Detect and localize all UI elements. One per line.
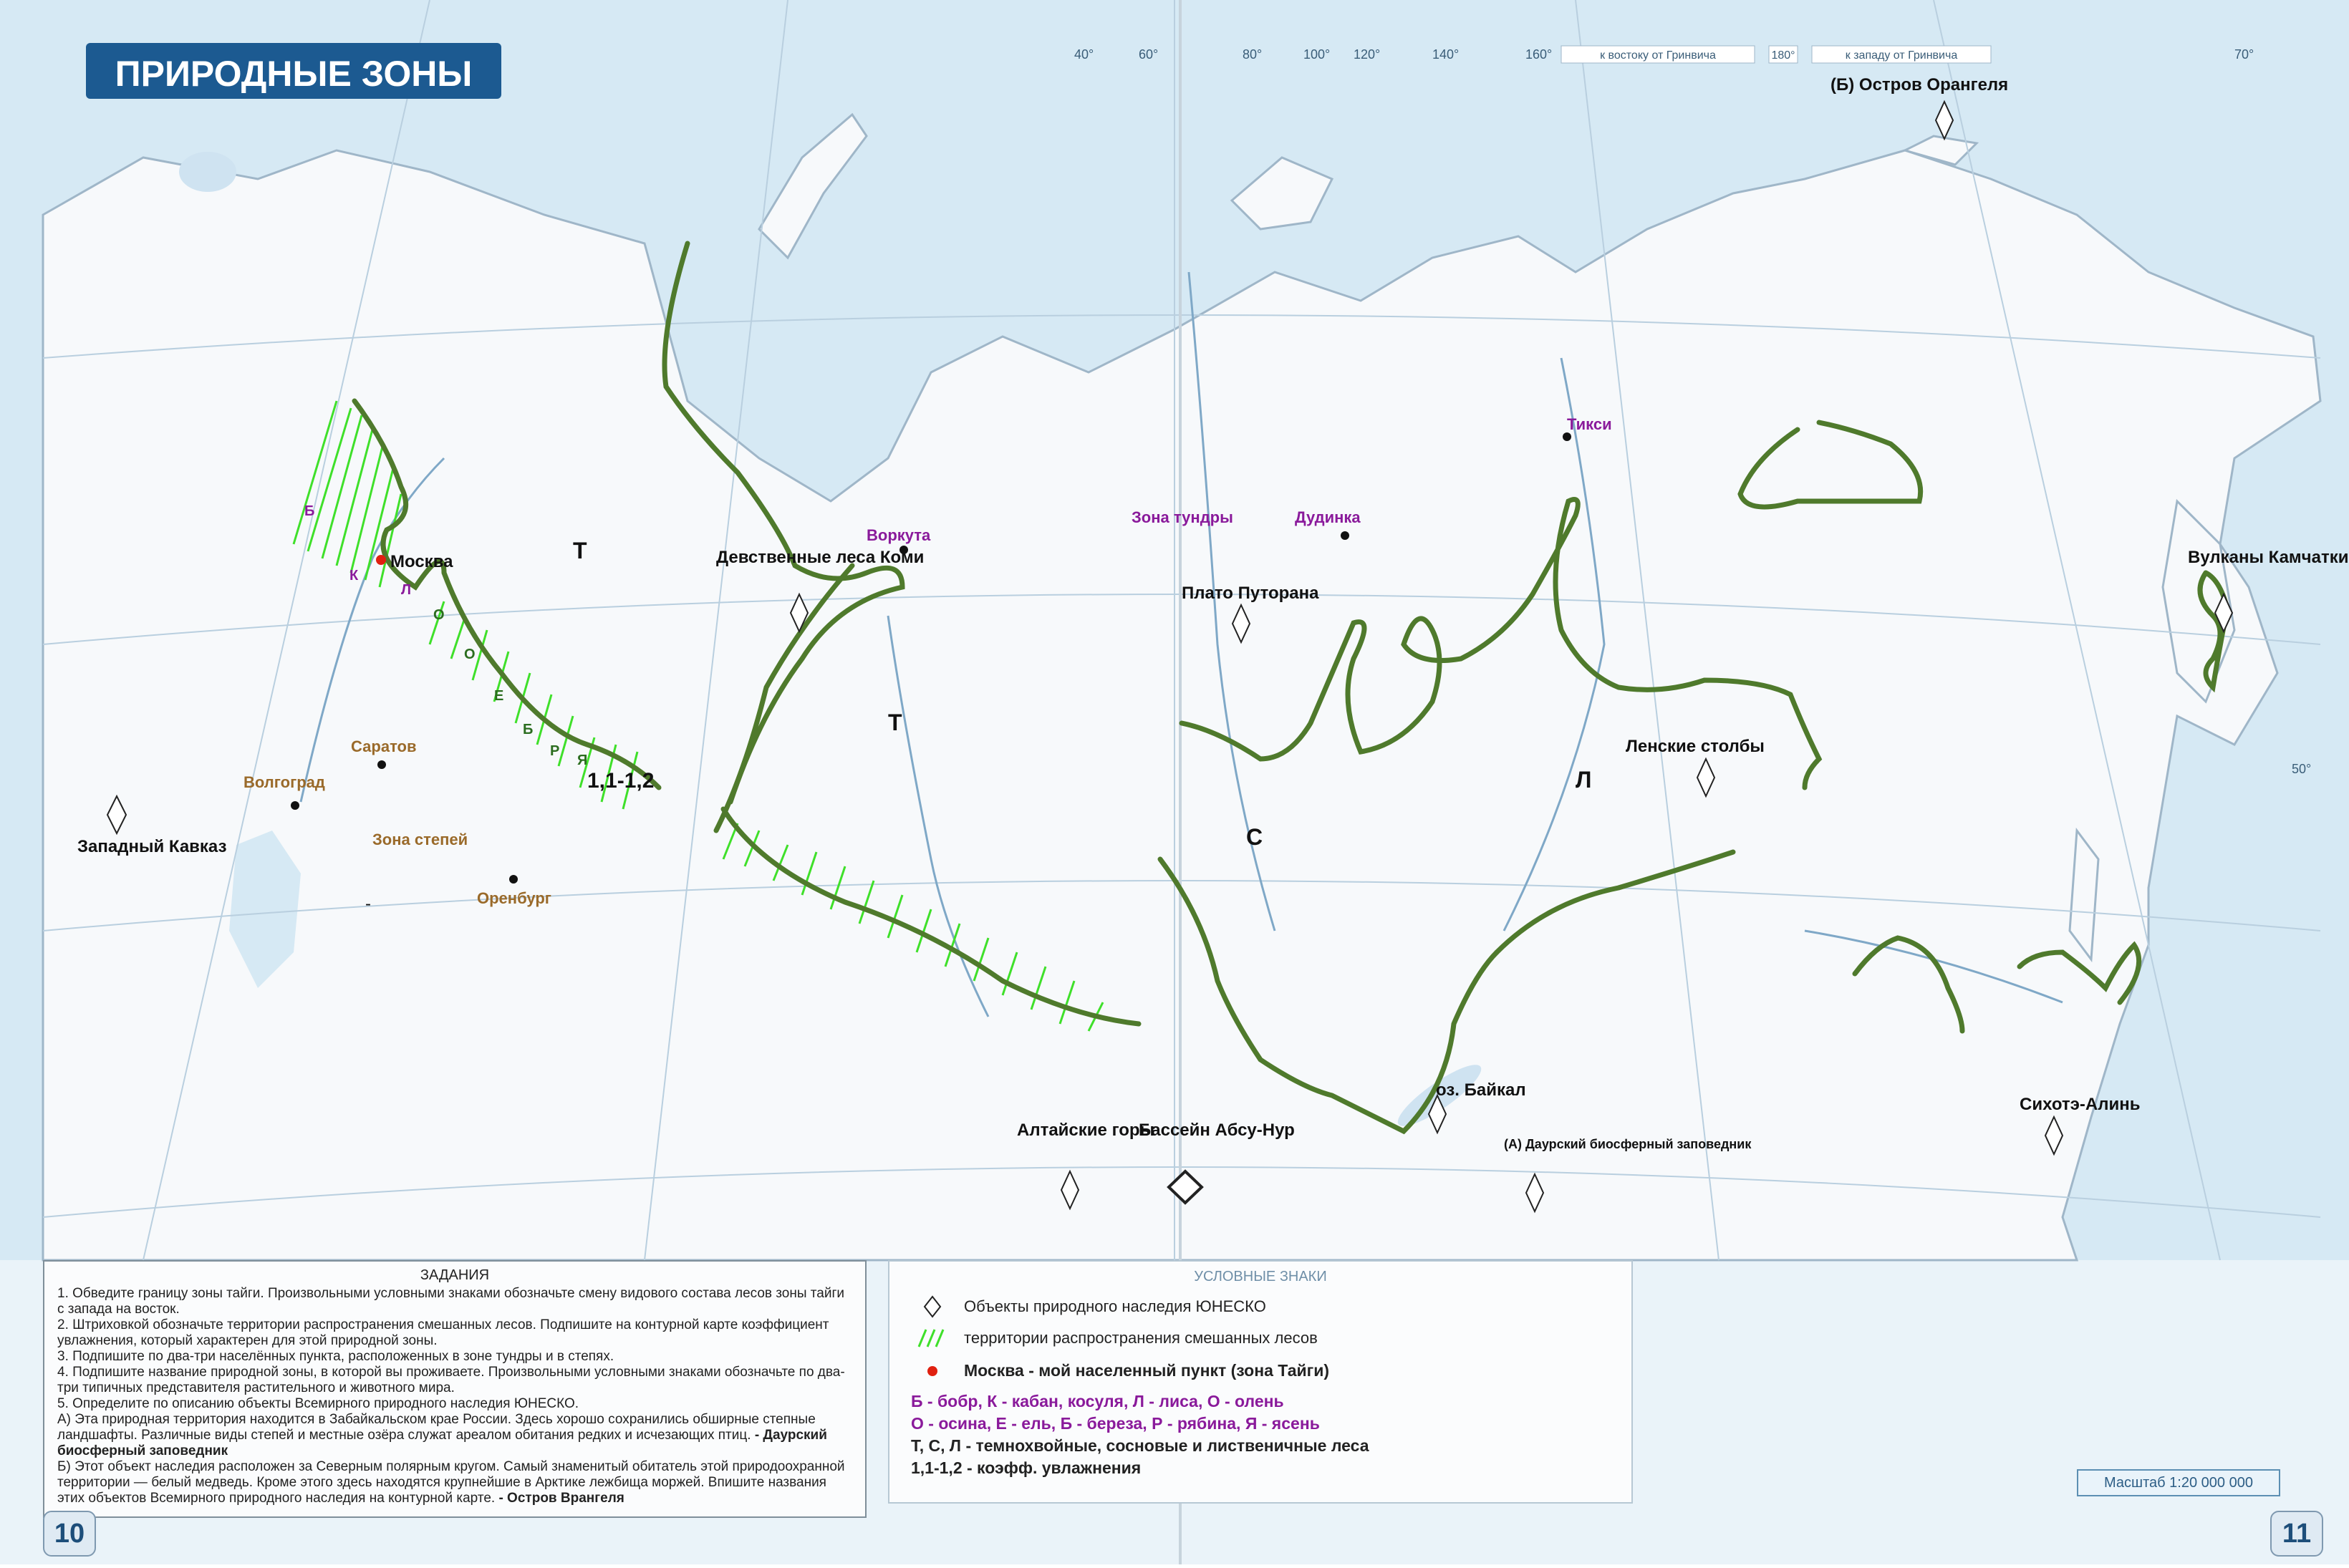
- tree-letter-o2: О: [464, 647, 476, 662]
- deg-50: 50°: [2292, 762, 2312, 776]
- deg-70: 70°: [2234, 47, 2254, 62]
- city-label-vorkuta: Воркута: [867, 526, 931, 544]
- tree-letter-b: Б: [523, 722, 534, 737]
- hatch-icon: [911, 1327, 954, 1350]
- humidity-label: 1,1-1,2: [587, 769, 655, 793]
- dot-icon: [911, 1360, 954, 1383]
- answer-b: - Остров Врангеля: [498, 1491, 624, 1506]
- task-5b: [57, 1459, 852, 1506]
- forest-letter-s: С: [1246, 824, 1263, 850]
- city-dot: [1563, 432, 1571, 441]
- page-number-right: 11: [2270, 1511, 2323, 1557]
- steppe-dash: -: [365, 894, 371, 914]
- label-wrangel: (Б) Остров Орангеля: [1831, 75, 2009, 95]
- species-letter-b: Б: [304, 503, 315, 519]
- deg-180: 180°: [1771, 49, 1795, 62]
- label-uvs-nuur: Бассейн Абсу-Нур: [1139, 1121, 1295, 1140]
- task-5: 5. Определите по описанию объекты Всемирного природного наследия ЮНЕСКО.: [57, 1396, 579, 1411]
- task-4: 4. Подпишите название природной зоны, в которой вы проживаете. Произвольными условными знаками обозначьте по два-три типичных представителя растительного и животного мира.: [57, 1365, 845, 1395]
- east-of-greenwich: к востоку от Гринвича: [1600, 49, 1716, 62]
- legend-mixed-text: территории распространения смешанных лесов: [964, 1329, 1318, 1347]
- city-label-saratov: Саратов: [351, 737, 417, 755]
- tree-letter-ya: Я: [577, 752, 588, 768]
- legend-row-home: [911, 1358, 1610, 1383]
- legend-unesco-text: Объекты природного наследия ЮНЕСКО: [964, 1297, 1266, 1315]
- forest-letter-t2: Т: [888, 710, 902, 735]
- legend-flora: О - осина, Е - ель, Б - береза, Р - рябина, Я - ясень: [911, 1414, 1320, 1433]
- label-komi: Девственные леса Коми: [716, 548, 925, 567]
- species-letter-k: К: [349, 568, 359, 584]
- label-altai: Алтайские горы: [1017, 1121, 1155, 1140]
- legend-row-mixed: [911, 1327, 1610, 1350]
- deg-80: 80°: [1243, 47, 1263, 62]
- forest-letter-l: Л: [1576, 767, 1592, 793]
- city-dot: [509, 875, 518, 884]
- lake-ladoga: [179, 152, 236, 192]
- species-letter-l: Л: [401, 582, 412, 598]
- deg-60: 60°: [1139, 47, 1159, 62]
- diamond-icon: [911, 1295, 954, 1318]
- deg-120: 120°: [1354, 47, 1381, 62]
- legend-forests: Т, С, Л - темнохвойные, сосновые и лиственичные леса: [911, 1436, 1369, 1455]
- city-dot: [377, 760, 386, 769]
- task-3: 3. Подпишите по два-три населённых пункта, расположенных в зоне тундры и в степях.: [57, 1349, 614, 1364]
- task-1: 1. Обведите границу зоны тайги. Произвольными условными знаками обозначьте смену видового состава лесов зоны тайги с запада на восток.: [57, 1286, 844, 1317]
- legend-fauna: Б - бобр, К - кабан, косуля, Л - лиса, О - олень: [911, 1392, 1284, 1410]
- city-dot: [291, 801, 299, 810]
- forest-letter-t1: Т: [573, 538, 587, 563]
- legend-home-text: Москва - мой населенный пункт (зона Тайги): [964, 1361, 1330, 1380]
- tasks-panel: [43, 1260, 867, 1518]
- scale-label: Масштаб 1:20 000 000: [2077, 1469, 2280, 1496]
- label-west-caucasus: Западный Кавказ: [77, 837, 227, 856]
- tree-letter-r: Р: [550, 743, 560, 759]
- deg-40: 40°: [1074, 47, 1094, 62]
- task-5b-text: Б) Этот объект наследия расположен за Северным полярным кругом. Самый знаменитый обитатель этой природоохранной территории — белый медведь. Кроме этого здесь находятся крупнейшие в Арктике лежбища моржей. Впишите названия этих объектов Всемирного природного наследия на контурной карте.: [57, 1459, 845, 1506]
- tundra-zone-label: Зона тундры: [1132, 508, 1233, 526]
- page-number-left: 10: [43, 1511, 96, 1557]
- label-kamchatka: Вулканы Камчатки: [2188, 548, 2349, 567]
- city-label-moscow: Москва: [390, 552, 453, 571]
- city-dot: [1341, 531, 1349, 540]
- label-dauria: (А) Даурский биосферный заповедник: [1504, 1137, 1752, 1151]
- legend-heading: УСЛОВНЫЕ ЗНАКИ: [1194, 1269, 1327, 1284]
- legend-humidity: 1,1-1,2 - коэфф. увлажнения: [911, 1458, 1142, 1477]
- label-putorana: Плато Путорана: [1182, 584, 1319, 603]
- label-lena-pillars: Ленские столбы: [1626, 737, 1765, 756]
- deg-140: 140°: [1432, 47, 1460, 62]
- legend-panel: [888, 1260, 1633, 1504]
- city-label-dudinka: Дудинка: [1295, 508, 1361, 526]
- tree-letter-e: Е: [494, 688, 504, 704]
- city-label-volgograd: Волгоград: [243, 773, 325, 791]
- tree-letter-o1: О: [433, 607, 445, 623]
- deg-100: 100°: [1303, 47, 1331, 62]
- answer-a: - Даурский биосферный заповедник: [57, 1428, 827, 1458]
- task-5a-text: А) Эта природная территория находится в Забайкальском крае России. Здесь хорошо сохранились обширные степные ландшафты. Различные виды степей и местные озёра служат ареалом обитания редких и исчезающих птиц.: [57, 1412, 816, 1443]
- label-baikal: оз. Байкал: [1436, 1080, 1526, 1100]
- city-label-orenburg: Оренбург: [477, 889, 551, 907]
- deg-160: 160°: [1525, 47, 1553, 62]
- west-of-greenwich: к западу от Гринвича: [1845, 49, 1958, 62]
- title-plate: [86, 43, 501, 99]
- city-label-tiksi: Тикси: [1567, 415, 1612, 433]
- label-sikhote-alin: Сихотэ-Алинь: [2020, 1095, 2141, 1114]
- page-title: ПРИРОДНЫЕ ЗОНЫ: [115, 54, 473, 94]
- steppe-zone-label: Зона степей: [372, 831, 468, 848]
- legend-row-unesco: [911, 1295, 1610, 1318]
- tasks-heading: ЗАДАНИЯ: [420, 1267, 490, 1283]
- task-2: 2. Штриховкой обозначьте территории распространения смешанных лесов. Подпишите на контурной карте коэффициент увлажнения, который характерен для этой природной зоны.: [57, 1317, 829, 1348]
- task-5a: [57, 1412, 852, 1459]
- moscow-dot: [376, 555, 386, 565]
